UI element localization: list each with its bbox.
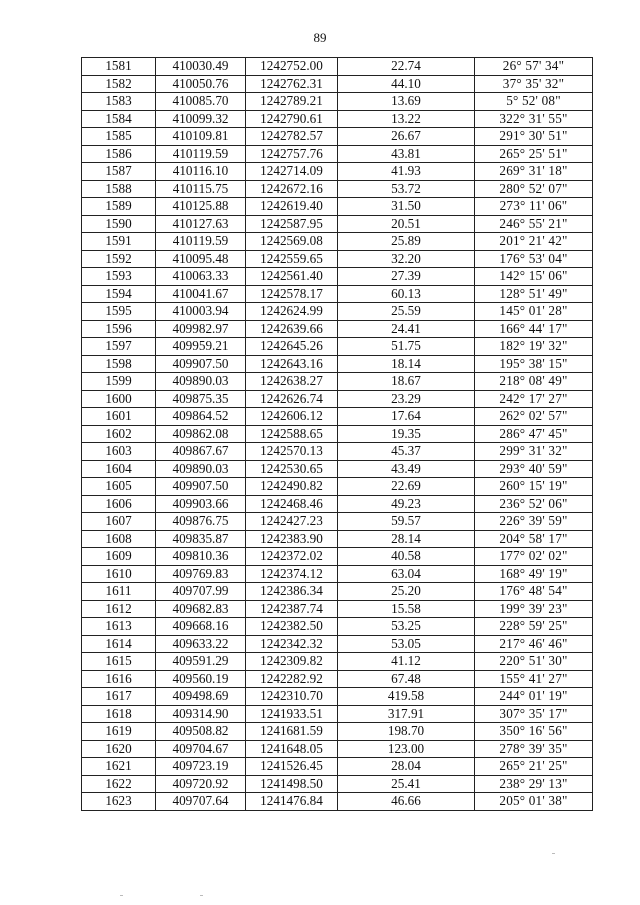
x-coordinate-cell: 409982.97	[156, 320, 246, 338]
point-id-cell: 1603	[82, 443, 156, 461]
table-row	[82, 565, 593, 583]
point-id-cell: 1602	[82, 425, 156, 443]
y-coordinate-cell: 1241526.45	[246, 758, 338, 776]
distance-cell: 26.67	[338, 128, 475, 146]
y-coordinate-cell: 1242645.26	[246, 338, 338, 356]
x-coordinate-cell: 409723.19	[156, 758, 246, 776]
distance-cell: 13.22	[338, 110, 475, 128]
x-coordinate-cell: 409810.36	[156, 548, 246, 566]
y-coordinate-cell: 1242790.61	[246, 110, 338, 128]
x-coordinate-cell: 410063.33	[156, 268, 246, 286]
distance-cell: 53.05	[338, 635, 475, 653]
x-coordinate-cell: 409959.21	[156, 338, 246, 356]
distance-cell: 28.14	[338, 530, 475, 548]
point-id-cell: 1592	[82, 250, 156, 268]
y-coordinate-cell: 1242387.74	[246, 600, 338, 618]
table-row	[82, 355, 593, 373]
table-row	[82, 320, 593, 338]
point-id-cell: 1589	[82, 198, 156, 216]
bearing-cell: 291° 30' 51"	[475, 128, 593, 146]
y-coordinate-cell: 1242569.08	[246, 233, 338, 251]
x-coordinate-cell: 409907.50	[156, 478, 246, 496]
bearing-cell: 293° 40' 59"	[475, 460, 593, 478]
page-number: 89	[313, 30, 327, 45]
x-coordinate-cell: 410116.10	[156, 163, 246, 181]
distance-cell: 43.81	[338, 145, 475, 163]
table-row	[82, 110, 593, 128]
y-coordinate-cell: 1242561.40	[246, 268, 338, 286]
y-coordinate-cell: 1242374.12	[246, 565, 338, 583]
y-coordinate-cell: 1241681.59	[246, 723, 338, 741]
distance-cell: 419.58	[338, 688, 475, 706]
point-id-cell: 1616	[82, 670, 156, 688]
bearing-cell: 145° 01' 28"	[475, 303, 593, 321]
y-coordinate-cell: 1242762.31	[246, 75, 338, 93]
bearing-cell: 168° 49' 19"	[475, 565, 593, 583]
y-coordinate-cell: 1242530.65	[246, 460, 338, 478]
table-row	[82, 478, 593, 496]
point-id-cell: 1582	[82, 75, 156, 93]
distance-cell: 18.14	[338, 355, 475, 373]
x-coordinate-cell: 409903.66	[156, 495, 246, 513]
x-coordinate-cell: 409875.35	[156, 390, 246, 408]
y-coordinate-cell: 1242372.02	[246, 548, 338, 566]
table-row	[82, 163, 593, 181]
bearing-cell: 155° 41' 27"	[475, 670, 593, 688]
point-id-cell: 1615	[82, 653, 156, 671]
point-id-cell: 1595	[82, 303, 156, 321]
y-coordinate-cell: 1242342.32	[246, 635, 338, 653]
point-id-cell: 1593	[82, 268, 156, 286]
distance-cell: 24.41	[338, 320, 475, 338]
table-row	[82, 775, 593, 793]
y-coordinate-cell: 1242588.65	[246, 425, 338, 443]
table-row	[82, 303, 593, 321]
y-coordinate-cell: 1242310.70	[246, 688, 338, 706]
distance-cell: 27.39	[338, 268, 475, 286]
bearing-cell: 182° 19' 32"	[475, 338, 593, 356]
distance-cell: 22.74	[338, 58, 475, 76]
point-id-cell: 1601	[82, 408, 156, 426]
distance-cell: 15.58	[338, 600, 475, 618]
point-id-cell: 1597	[82, 338, 156, 356]
table-row	[82, 128, 593, 146]
bearing-cell: 37° 35' 32"	[475, 75, 593, 93]
y-coordinate-cell: 1242383.90	[246, 530, 338, 548]
table-row	[82, 443, 593, 461]
y-coordinate-cell: 1242789.21	[246, 93, 338, 111]
bearing-cell: 218° 08' 49"	[475, 373, 593, 391]
point-id-cell: 1617	[82, 688, 156, 706]
table-row	[82, 338, 593, 356]
distance-cell: 53.25	[338, 618, 475, 636]
table-row	[82, 723, 593, 741]
table-row	[82, 390, 593, 408]
distance-cell: 44.10	[338, 75, 475, 93]
x-coordinate-cell: 410050.76	[156, 75, 246, 93]
distance-cell: 40.58	[338, 548, 475, 566]
table-row	[82, 198, 593, 216]
bearing-cell: 199° 39' 23"	[475, 600, 593, 618]
point-id-cell: 1590	[82, 215, 156, 233]
x-coordinate-cell: 409707.99	[156, 583, 246, 601]
x-coordinate-cell: 410109.81	[156, 128, 246, 146]
x-coordinate-cell: 409835.87	[156, 530, 246, 548]
bearing-cell: 128° 51' 49"	[475, 285, 593, 303]
x-coordinate-cell: 410127.63	[156, 215, 246, 233]
distance-cell: 31.50	[338, 198, 475, 216]
x-coordinate-cell: 410099.32	[156, 110, 246, 128]
x-coordinate-cell: 409498.69	[156, 688, 246, 706]
bearing-cell: 217° 46' 46"	[475, 635, 593, 653]
bearing-cell: 286° 47' 45"	[475, 425, 593, 443]
point-id-cell: 1584	[82, 110, 156, 128]
bearing-cell: 280° 52' 07"	[475, 180, 593, 198]
table-row	[82, 688, 593, 706]
y-coordinate-cell: 1242559.65	[246, 250, 338, 268]
point-id-cell: 1594	[82, 285, 156, 303]
bearing-cell: 142° 15' 06"	[475, 268, 593, 286]
bearing-cell: 262° 02' 57"	[475, 408, 593, 426]
bearing-cell: 201° 21' 42"	[475, 233, 593, 251]
table-row	[82, 233, 593, 251]
table-row	[82, 268, 593, 286]
y-coordinate-cell: 1242606.12	[246, 408, 338, 426]
x-coordinate-cell: 410095.48	[156, 250, 246, 268]
y-coordinate-cell: 1242570.13	[246, 443, 338, 461]
point-id-cell: 1610	[82, 565, 156, 583]
bearing-cell: 228° 59' 25"	[475, 618, 593, 636]
y-coordinate-cell: 1242714.09	[246, 163, 338, 181]
bearing-cell: 220° 51' 30"	[475, 653, 593, 671]
table-row	[82, 460, 593, 478]
bearing-cell: 26° 57' 34"	[475, 58, 593, 76]
x-coordinate-cell: 410041.67	[156, 285, 246, 303]
bearing-cell: 299° 31' 32"	[475, 443, 593, 461]
distance-cell: 20.51	[338, 215, 475, 233]
table-row	[82, 75, 593, 93]
x-coordinate-cell: 409508.82	[156, 723, 246, 741]
table-row	[82, 635, 593, 653]
y-coordinate-cell: 1242578.17	[246, 285, 338, 303]
table-row	[82, 583, 593, 601]
x-coordinate-cell: 409668.16	[156, 618, 246, 636]
x-coordinate-cell: 410003.94	[156, 303, 246, 321]
bearing-cell: 269° 31' 18"	[475, 163, 593, 181]
table-row	[82, 653, 593, 671]
point-id-cell: 1581	[82, 58, 156, 76]
y-coordinate-cell: 1242490.82	[246, 478, 338, 496]
point-id-cell: 1609	[82, 548, 156, 566]
table-row	[82, 705, 593, 723]
y-coordinate-cell: 1242624.99	[246, 303, 338, 321]
bearing-cell: 176° 48' 54"	[475, 583, 593, 601]
point-id-cell: 1614	[82, 635, 156, 653]
distance-cell: 51.75	[338, 338, 475, 356]
y-coordinate-cell: 1242619.40	[246, 198, 338, 216]
distance-cell: 43.49	[338, 460, 475, 478]
bearing-cell: 204° 58' 17"	[475, 530, 593, 548]
table-row	[82, 670, 593, 688]
y-coordinate-cell: 1242309.82	[246, 653, 338, 671]
table-row	[82, 600, 593, 618]
table-row	[82, 618, 593, 636]
x-coordinate-cell: 409707.64	[156, 793, 246, 811]
table-row	[82, 740, 593, 758]
x-coordinate-cell: 410030.49	[156, 58, 246, 76]
point-id-cell: 1598	[82, 355, 156, 373]
point-id-cell: 1613	[82, 618, 156, 636]
point-id-cell: 1586	[82, 145, 156, 163]
table-row	[82, 145, 593, 163]
distance-cell: 63.04	[338, 565, 475, 583]
x-coordinate-cell: 409704.67	[156, 740, 246, 758]
bearing-cell: 5° 52' 08"	[475, 93, 593, 111]
point-id-cell: 1620	[82, 740, 156, 758]
y-coordinate-cell: 1242427.23	[246, 513, 338, 531]
distance-cell: 46.66	[338, 793, 475, 811]
point-id-cell: 1599	[82, 373, 156, 391]
x-coordinate-cell: 409633.22	[156, 635, 246, 653]
x-coordinate-cell: 410125.88	[156, 198, 246, 216]
bearing-cell: 176° 53' 04"	[475, 250, 593, 268]
table-row	[82, 285, 593, 303]
bearing-cell: 322° 31' 55"	[475, 110, 593, 128]
point-id-cell: 1583	[82, 93, 156, 111]
bearing-cell: 205° 01' 38"	[475, 793, 593, 811]
table-row	[82, 215, 593, 233]
point-id-cell: 1596	[82, 320, 156, 338]
x-coordinate-cell: 410115.75	[156, 180, 246, 198]
y-coordinate-cell: 1242468.46	[246, 495, 338, 513]
bearing-cell: 260° 15' 19"	[475, 478, 593, 496]
y-coordinate-cell: 1242587.95	[246, 215, 338, 233]
distance-cell: 67.48	[338, 670, 475, 688]
x-coordinate-cell: 409876.75	[156, 513, 246, 531]
coordinates-table-body	[82, 58, 593, 811]
y-coordinate-cell: 1242782.57	[246, 128, 338, 146]
y-coordinate-cell: 1241648.05	[246, 740, 338, 758]
point-id-cell: 1621	[82, 758, 156, 776]
coordinates-table	[81, 57, 593, 811]
x-coordinate-cell: 409591.29	[156, 653, 246, 671]
y-coordinate-cell: 1242643.16	[246, 355, 338, 373]
point-id-cell: 1607	[82, 513, 156, 531]
x-coordinate-cell: 409720.92	[156, 775, 246, 793]
bearing-cell: 246° 55' 21"	[475, 215, 593, 233]
bearing-cell: 226° 39' 59"	[475, 513, 593, 531]
distance-cell: 59.57	[338, 513, 475, 531]
x-coordinate-cell: 409907.50	[156, 355, 246, 373]
bearing-cell: 236° 52' 06"	[475, 495, 593, 513]
bearing-cell: 177° 02' 02"	[475, 548, 593, 566]
distance-cell: 13.69	[338, 93, 475, 111]
x-coordinate-cell: 409862.08	[156, 425, 246, 443]
y-coordinate-cell: 1241498.50	[246, 775, 338, 793]
bearing-cell: 244° 01' 19"	[475, 688, 593, 706]
table-row	[82, 425, 593, 443]
x-coordinate-cell: 409314.90	[156, 705, 246, 723]
bearing-cell: 166° 44' 17"	[475, 320, 593, 338]
bearing-cell: 195° 38' 15"	[475, 355, 593, 373]
x-coordinate-cell: 409864.52	[156, 408, 246, 426]
y-coordinate-cell: 1242757.76	[246, 145, 338, 163]
point-id-cell: 1611	[82, 583, 156, 601]
point-id-cell: 1606	[82, 495, 156, 513]
distance-cell: 25.41	[338, 775, 475, 793]
bearing-cell: 238° 29' 13"	[475, 775, 593, 793]
x-coordinate-cell: 410085.70	[156, 93, 246, 111]
distance-cell: 25.20	[338, 583, 475, 601]
table-row	[82, 530, 593, 548]
point-id-cell: 1585	[82, 128, 156, 146]
point-id-cell: 1612	[82, 600, 156, 618]
x-coordinate-cell: 409890.03	[156, 460, 246, 478]
distance-cell: 19.35	[338, 425, 475, 443]
y-coordinate-cell: 1242626.74	[246, 390, 338, 408]
point-id-cell: 1623	[82, 793, 156, 811]
table-row	[82, 408, 593, 426]
distance-cell: 22.69	[338, 478, 475, 496]
bearing-cell: 265° 21' 25"	[475, 758, 593, 776]
point-id-cell: 1588	[82, 180, 156, 198]
point-id-cell: 1605	[82, 478, 156, 496]
distance-cell: 198.70	[338, 723, 475, 741]
table-row	[82, 548, 593, 566]
bearing-cell: 242° 17' 27"	[475, 390, 593, 408]
point-id-cell: 1600	[82, 390, 156, 408]
bearing-cell: 278° 39' 35"	[475, 740, 593, 758]
table-row	[82, 180, 593, 198]
x-coordinate-cell: 409560.19	[156, 670, 246, 688]
table-row	[82, 58, 593, 76]
y-coordinate-cell: 1241476.84	[246, 793, 338, 811]
x-coordinate-cell: 409867.67	[156, 443, 246, 461]
y-coordinate-cell: 1242638.27	[246, 373, 338, 391]
bearing-cell: 350° 16' 56"	[475, 723, 593, 741]
table-row	[82, 250, 593, 268]
distance-cell: 17.64	[338, 408, 475, 426]
x-coordinate-cell: 409682.83	[156, 600, 246, 618]
table-row	[82, 495, 593, 513]
point-id-cell: 1608	[82, 530, 156, 548]
point-id-cell: 1622	[82, 775, 156, 793]
point-id-cell: 1619	[82, 723, 156, 741]
distance-cell: 32.20	[338, 250, 475, 268]
x-coordinate-cell: 409890.03	[156, 373, 246, 391]
point-id-cell: 1618	[82, 705, 156, 723]
y-coordinate-cell: 1241933.51	[246, 705, 338, 723]
bearing-cell: 273° 11' 06"	[475, 198, 593, 216]
table-row	[82, 93, 593, 111]
distance-cell: 53.72	[338, 180, 475, 198]
bearing-cell: 265° 25' 51"	[475, 145, 593, 163]
table-row	[82, 513, 593, 531]
y-coordinate-cell: 1242672.16	[246, 180, 338, 198]
bearing-cell: 307° 35' 17"	[475, 705, 593, 723]
table-row	[82, 793, 593, 811]
y-coordinate-cell: 1242639.66	[246, 320, 338, 338]
point-id-cell: 1604	[82, 460, 156, 478]
point-id-cell: 1591	[82, 233, 156, 251]
table-row	[82, 373, 593, 391]
distance-cell: 317.91	[338, 705, 475, 723]
x-coordinate-cell: 410119.59	[156, 145, 246, 163]
distance-cell: 60.13	[338, 285, 475, 303]
distance-cell: 25.59	[338, 303, 475, 321]
point-id-cell: 1587	[82, 163, 156, 181]
x-coordinate-cell: 410119.59	[156, 233, 246, 251]
distance-cell: 45.37	[338, 443, 475, 461]
x-coordinate-cell: 409769.83	[156, 565, 246, 583]
y-coordinate-cell: 1242282.92	[246, 670, 338, 688]
distance-cell: 18.67	[338, 373, 475, 391]
y-coordinate-cell: 1242752.00	[246, 58, 338, 76]
distance-cell: 123.00	[338, 740, 475, 758]
distance-cell: 23.29	[338, 390, 475, 408]
distance-cell: 25.89	[338, 233, 475, 251]
distance-cell: 28.04	[338, 758, 475, 776]
distance-cell: 41.12	[338, 653, 475, 671]
distance-cell: 41.93	[338, 163, 475, 181]
table-row	[82, 758, 593, 776]
distance-cell: 49.23	[338, 495, 475, 513]
y-coordinate-cell: 1242386.34	[246, 583, 338, 601]
y-coordinate-cell: 1242382.50	[246, 618, 338, 636]
